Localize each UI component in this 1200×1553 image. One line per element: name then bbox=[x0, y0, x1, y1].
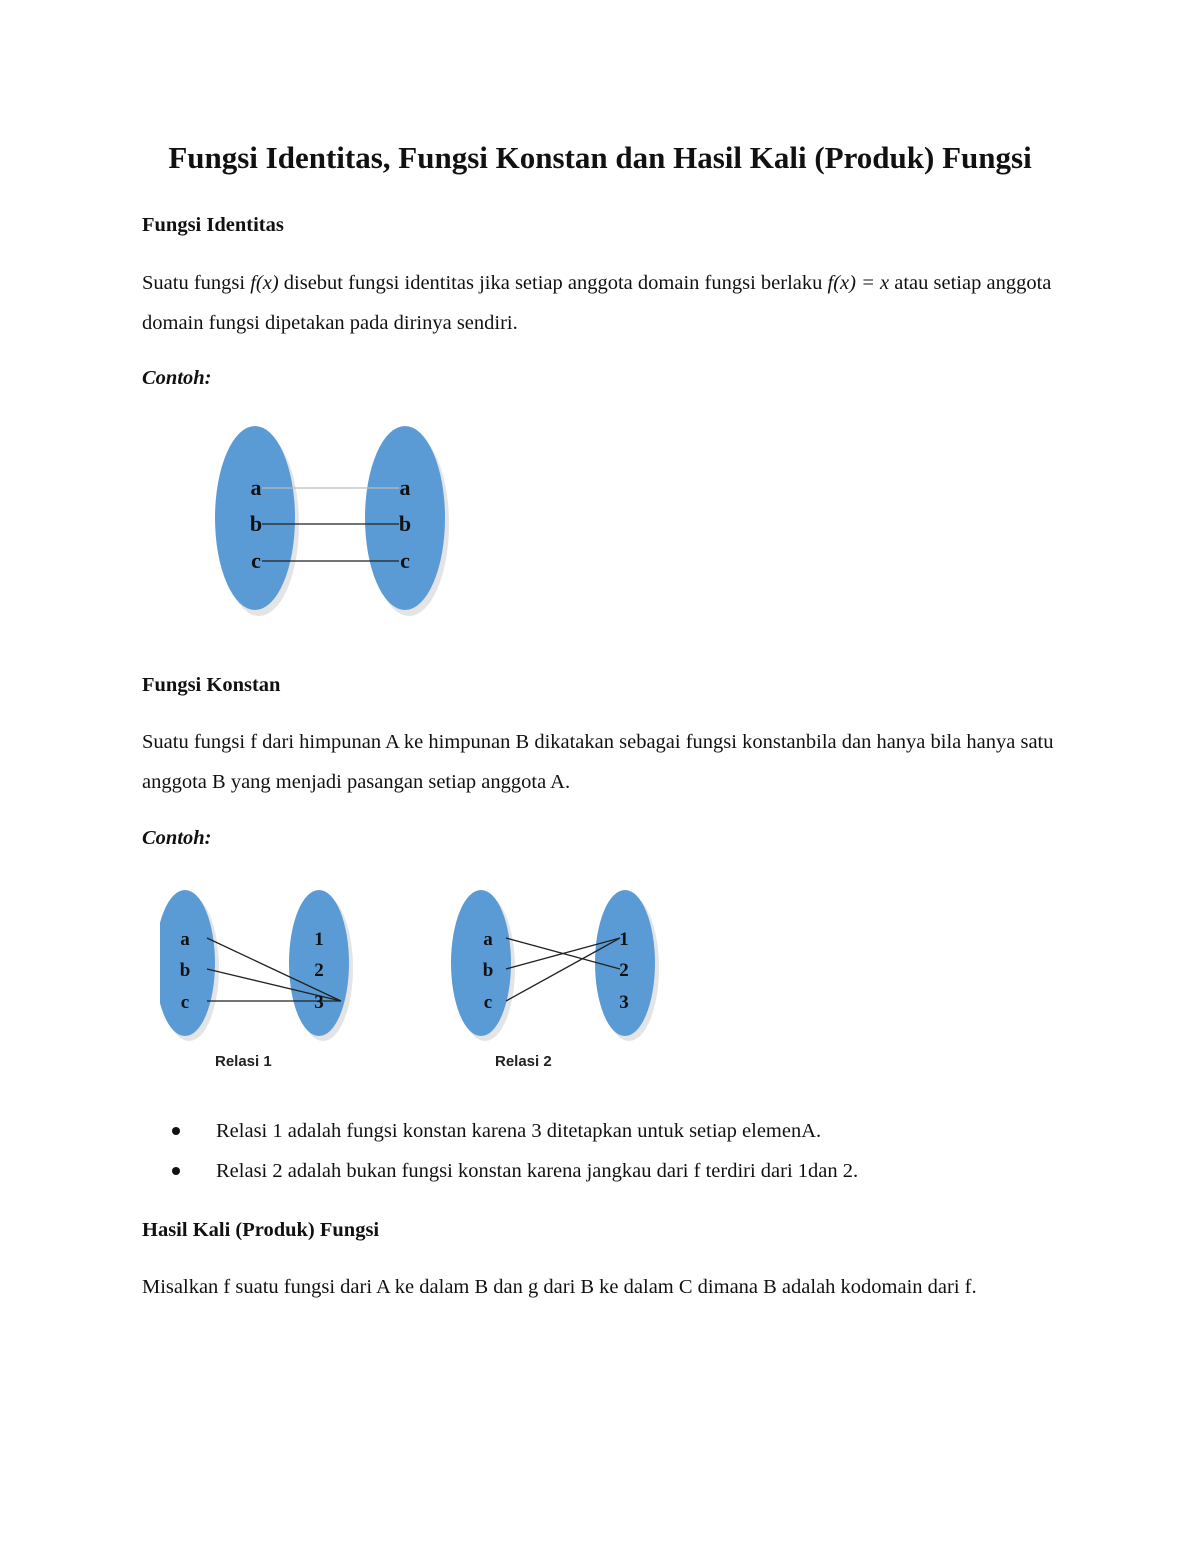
text-part: Suatu fungsi bbox=[142, 272, 251, 294]
contoh-label-1: Contoh: bbox=[142, 367, 212, 389]
heading-fungsi-konstan: Fungsi Konstan bbox=[142, 674, 281, 696]
heading-fungsi-identitas: Fungsi Identitas bbox=[142, 214, 284, 236]
domain-element: b bbox=[249, 511, 263, 536]
domain-element: b bbox=[179, 960, 191, 981]
codomain-element: 1 bbox=[314, 929, 324, 950]
relasi-1-diagram bbox=[160, 890, 400, 1075]
domain-element: a bbox=[483, 929, 493, 950]
bullet-list bbox=[188, 1111, 858, 1191]
relasi-2-diagram bbox=[440, 890, 680, 1075]
domain-element: b bbox=[482, 960, 494, 981]
codomain-element: a bbox=[399, 475, 411, 500]
codomain-element: 2 bbox=[619, 960, 629, 981]
bullet-dot bbox=[172, 1167, 180, 1175]
math-fx-equals-x: f(x) = x bbox=[827, 272, 890, 294]
math-fx: f(x) bbox=[250, 272, 279, 294]
paragraph-fungsi-identitas bbox=[142, 263, 1072, 343]
paragraph-hasil-kali: Misalkan f suatu fungsi dari A ke dalam B dan g dari B ke dalam C dimana B adalah kodomain dari f. bbox=[142, 1276, 977, 1298]
codomain-element: b bbox=[398, 511, 412, 536]
domain-element: a bbox=[250, 475, 262, 500]
relasi-1-caption: Relasi 1 bbox=[215, 1053, 272, 1070]
page-title: Fungsi Identitas, Fungsi Konstan dan Hasil Kali (Produk) Fungsi bbox=[168, 140, 1032, 175]
text-part: atau setiap anggota domain fungsi dipetakan pada dirinya sendiri. bbox=[142, 272, 1052, 334]
identity-mapping-diagram bbox=[200, 425, 470, 635]
codomain-element: c bbox=[400, 548, 410, 573]
codomain-element: 2 bbox=[314, 960, 324, 981]
contoh-label-2: Contoh: bbox=[142, 827, 212, 849]
codomain-element: 1 bbox=[619, 929, 629, 950]
codomain-element: 3 bbox=[314, 992, 324, 1013]
domain-element: a bbox=[180, 929, 190, 950]
relasi-2-caption: Relasi 2 bbox=[495, 1053, 552, 1070]
list-item bbox=[188, 1111, 858, 1151]
bullet-text: Relasi 2 adalah bukan fungsi konstan karena jangkau dari f terdiri dari 1dan 2. bbox=[216, 1160, 859, 1182]
domain-element: c bbox=[483, 992, 493, 1013]
domain-ellipse bbox=[451, 890, 511, 1036]
domain-element: c bbox=[180, 992, 190, 1013]
bullet-text: Relasi 1 adalah fungsi konstan karena 3 ditetapkan untuk setiap elemenA. bbox=[216, 1120, 822, 1142]
list-item bbox=[188, 1151, 858, 1191]
domain-element: c bbox=[251, 548, 261, 573]
text-part: disebut fungsi identitas jika setiap anggota domain fungsi berlaku bbox=[278, 272, 828, 294]
codomain-element: 3 bbox=[619, 992, 629, 1013]
paragraph-fungsi-konstan: Suatu fungsi f dari himpunan A ke himpunan B dikatakan sebagai fungsi konstanbila dan hanya bila hanya satu anggota B yang menjadi pasangan setiap anggota A. bbox=[142, 731, 1054, 793]
bullet-dot bbox=[172, 1127, 180, 1135]
heading-hasil-kali: Hasil Kali (Produk) Fungsi bbox=[142, 1219, 380, 1241]
